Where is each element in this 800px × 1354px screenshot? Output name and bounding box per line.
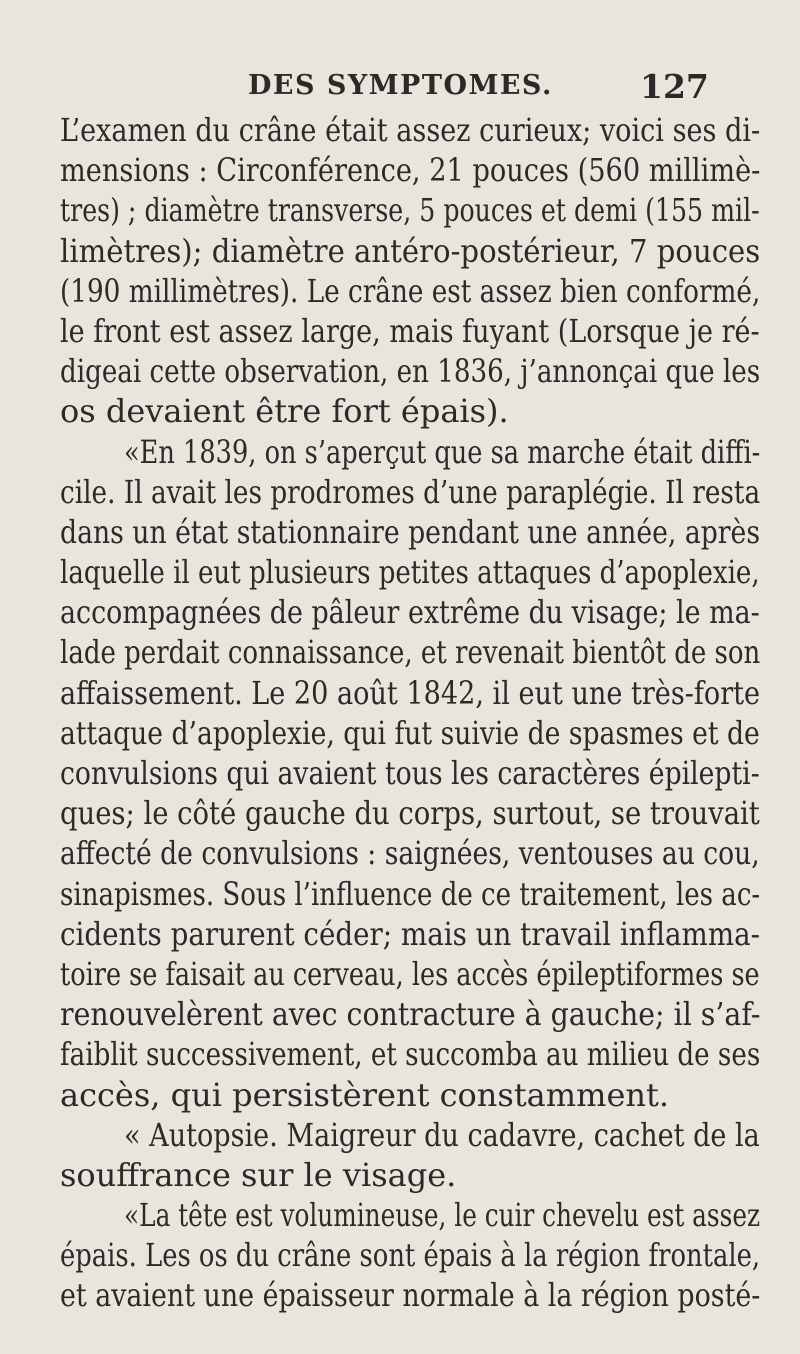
text-line: L’examen du crâne était assez curieux; voici ses di- [60,111,760,149]
text-line: tres) ; diamètre transverse, 5 pouces et demi (155 mil- [60,191,760,230]
text-line: affecté de convulsions : saignées, ventouses au cou, [60,834,760,873]
body-text [60,110,760,1316]
running-head [0,0,800,106]
text-line: souffrance sur le visage. [60,1155,457,1194]
text-line: «En 1839, on s’aperçut que sa marche était diffi- [124,432,760,471]
text-line: faiblit successivement, et succomba au milieu de ses [60,1035,760,1074]
text-line: épais. Les os du crâne sont épais à la région frontale, [60,1236,760,1275]
page-number: 127 [640,67,709,106]
text-line: digeai cette observation, en 1836, j’annonçai que les [60,352,760,391]
text-line: renouvelèrent avec contracture à gauche; il s’af- [60,995,760,1034]
text-line: laquelle il eut plusieurs petites attaques d’apoplexie, [60,553,760,592]
text-line: mensions : Circonférence, 21 pouces (560 millimè- [60,151,760,190]
text-line: attaque d’apoplexie, qui fut suivie de spasmes et de [60,713,760,752]
text-line: accompagnées de pâleur extrême du visage; le ma- [60,593,760,632]
text-line: le front est assez large, mais fuyant (Lorsque je ré- [60,311,760,350]
text-line: «La tête est volumineuse, le cuir chevelu est assez [124,1196,760,1235]
text-line: accès, qui persistèrent constamment. [60,1075,670,1114]
text-line: sinapismes. Sous l’influence de ce traitement, les ac- [60,874,760,913]
text-line: limètres); diamètre antéro-postérieur, 7 pouces [60,231,760,270]
text-line: toire se faisait au cerveau, les accès épileptiformes se [60,954,760,993]
running-head-title: DES SYMPTOMES. [248,70,553,101]
text-line: (190 millimètres). Le crâne est assez bien conformé, [60,271,760,310]
text-line: ques; le côté gauche du corps, surtout, se trouvait [60,794,760,833]
text-line: et avaient une épaisseur normale à la région posté- [60,1276,760,1315]
text-line: cile. Il avait les prodromes d’une paraplégie. Il resta [60,472,760,511]
text-line: affaissement. Le 20 août 1842, il eut une très-forte [60,673,760,712]
text-line: os devaient être fort épais). [60,392,509,431]
text-line: dans un état stationnaire pendant une année, après [60,512,760,551]
text-line: « Autopsie. Maigreur du cadavre, cachet de la [124,1115,760,1154]
text-line: lade perdait connaissance, et revenait bientôt de son [60,633,760,672]
text-line: cidents parurent céder; mais un travail inflamma- [60,914,760,953]
text-line: convulsions qui avaient tous les caractères épilepti- [60,754,760,792]
